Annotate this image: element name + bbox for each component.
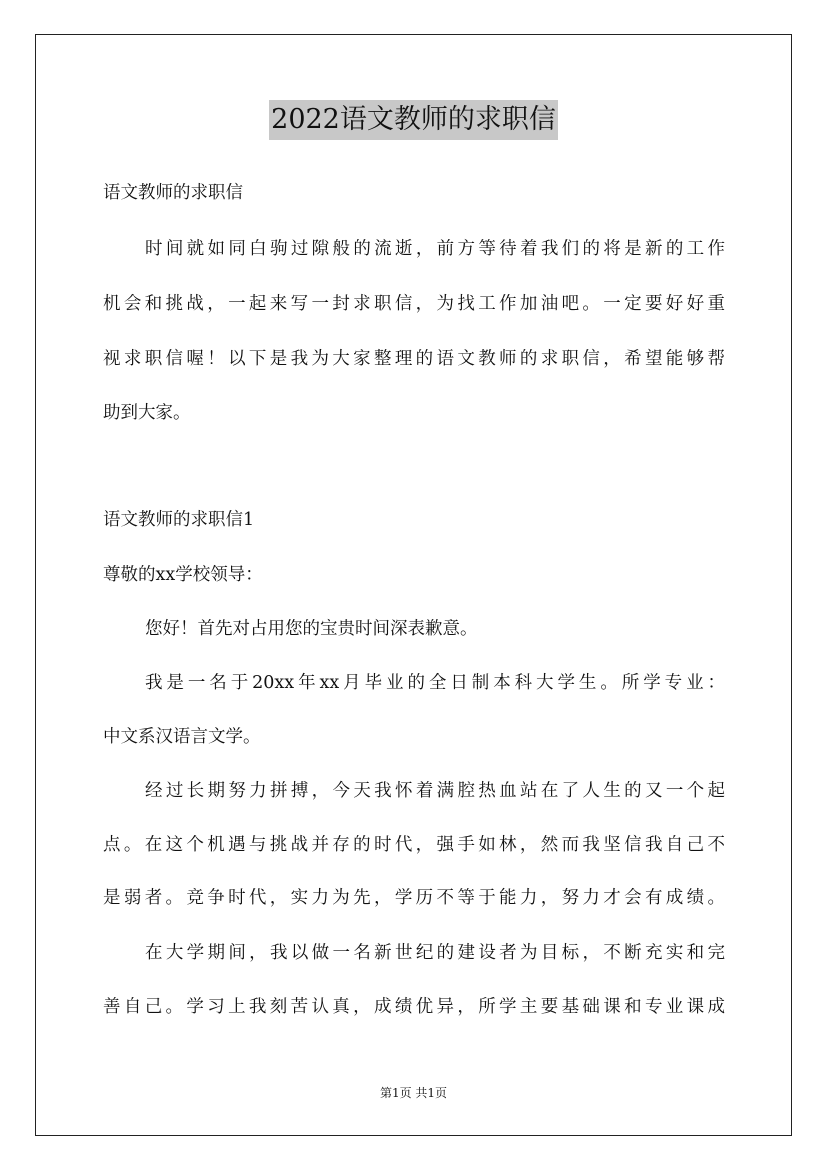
- paragraph-line: 您好！首先对占用您的宝贵时间深表歉意。: [145, 619, 478, 639]
- paragraph-line: 机会和挑战，一起来写一封求职信，为找工作加油吧。一定要好好重: [103, 294, 725, 314]
- paragraph-line: 点。在这个机遇与挑战并存的时代，强手如林，然而我坚信我自己不: [103, 835, 725, 855]
- paragraph-line: 善自己。学习上我刻苦认真，成绩优异，所学主要基础课和专业课成: [103, 997, 725, 1017]
- paragraph-line: 视求职信喔！以下是我为大家整理的语文教师的求职信，希望能够帮: [103, 349, 725, 369]
- paragraph-line: 助到大家。: [103, 403, 191, 423]
- section-heading: 语文教师的求职信: [103, 183, 243, 203]
- paragraph-line: 在大学期间，我以做一名新世纪的建设者为目标，不断充实和完: [145, 943, 725, 963]
- paragraph-line: 是弱者。竞争时代，实力为先，学历不等于能力，努力才会有成绩。: [103, 888, 725, 908]
- paragraph-line: 中文系汉语言文学。: [103, 727, 261, 747]
- page-footer: 第1页 共1页: [379, 1086, 448, 1100]
- title-container: [0, 100, 827, 140]
- letter-heading: 语文教师的求职信1: [103, 510, 255, 530]
- salutation: 尊敬的xx学校领导：: [103, 565, 263, 585]
- paragraph-line: 时间就如同白驹过隙般的流逝，前方等待着我们的将是新的工作: [145, 239, 725, 259]
- document-title: 2022语文教师的求职信: [269, 100, 558, 140]
- paragraph-line: 经过长期努力拼搏，今天我怀着满腔热血站在了人生的又一个起: [145, 781, 725, 801]
- paragraph-line: 我是一名于20xx年xx月毕业的全日制本科大学生。所学专业：: [145, 673, 725, 693]
